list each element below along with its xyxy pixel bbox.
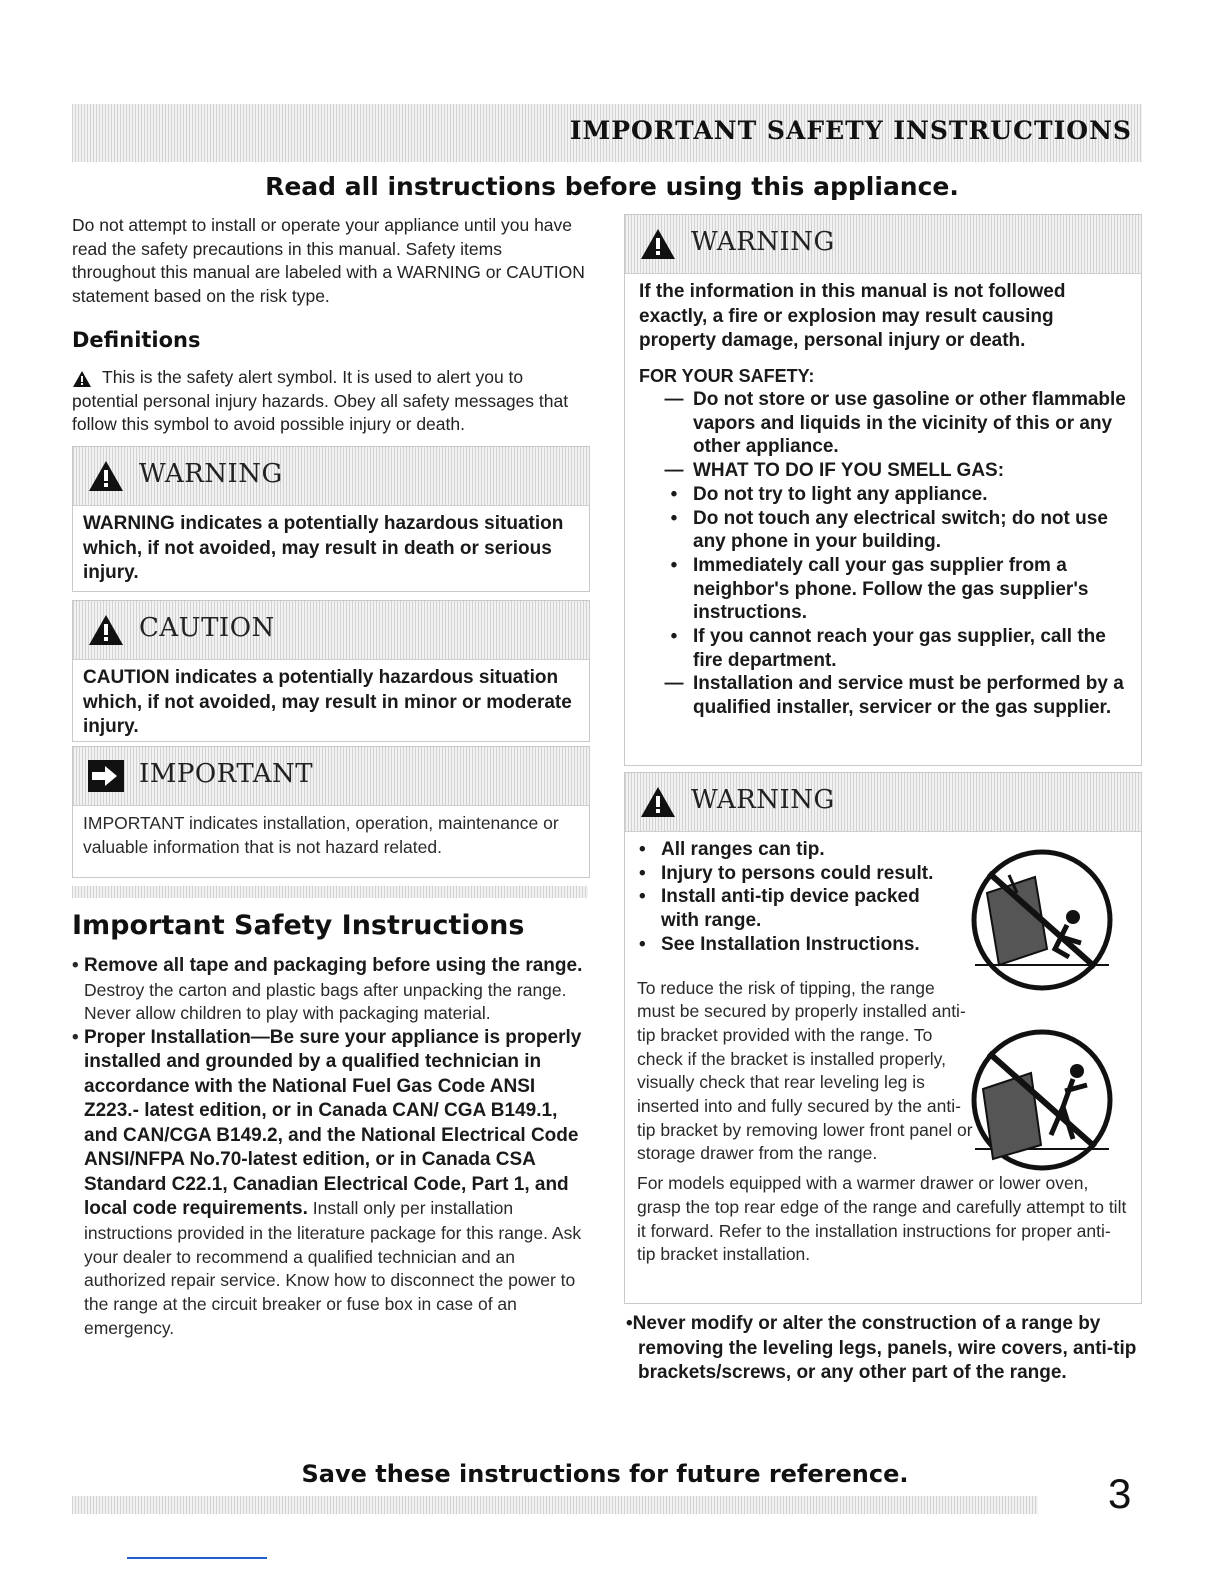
list-item: • Do not try to light any appliance. [670,483,988,505]
range-tipping-pictogram [969,847,1115,993]
list-item: — Installation and service must be performed by a qualified installer, servicer or the gas supplier. [664,673,1124,719]
important-definition-box [72,746,590,878]
warning-definition-header [73,447,589,506]
blue-underline-mark [127,1557,267,1559]
important-definition-header [73,747,589,806]
important-arrow-icon [87,759,125,793]
gas-warning-label: WARNING [691,227,835,257]
page-number: 3 [1108,1470,1132,1517]
isi-bullet: • [72,955,79,976]
list-item: • Injury to persons could result. [639,862,934,884]
tip-warning-list [637,838,957,957]
warning-alert-icon [87,459,125,493]
anti-tip-bracket-pictogram [969,1027,1115,1173]
list-item: — WHAT TO DO IF YOU SMELL GAS: [664,460,1005,482]
isi-item-installation-bold: Proper Installation—Be sure your appliance is properly installed and grounded by a qualified technician in accordance with the National Fuel Gas Code ANSI Z223.- latest edition, or in Canada CAN/ CGA B149.1, and CAN/CGA B149.2, and the National Electrical Code ANSI/NFPA No.70-latest edition, or in Canada CSA Standard C22.1, Canadian Electrical Code, Part 1, and local code requirements. [84,1026,582,1220]
tip-warning-label: WARNING [691,785,835,815]
list-item: • Do not touch any electrical switch; do not use any phone in your building. [670,507,1108,553]
isi-item-installation-text: Install only per installation instructions provided in the literature package for this range. Ask your dealer to recommend a qualified technician and an authorized repair service. Know how to disconnect the power to the range at the circuit breaker or fuse box in case of an emergency. [84,1198,582,1338]
banner-title: IMPORTANT SAFETY INSTRUCTIONS [569,116,1132,145]
tip-warning-box [624,772,1142,1304]
list-item: • All ranges can tip. [639,839,825,860]
page-subtitle: Read all instructions before using this appliance. [265,172,959,201]
isi-bullet: • [72,1026,79,1048]
tip-warning-header [625,773,1141,832]
footer-rule [72,1496,1038,1514]
caution-definition-label: CAUTION [139,613,275,643]
isi-heading: Important Safety Instructions [72,910,525,941]
isi-item-installation [72,1026,588,1341]
list-item: • Immediately call your gas supplier from a neighbor's phone. Follow the gas supplier's instructions. [670,554,1089,624]
left-divider [72,886,588,898]
definitions-alert-text: This is the safety alert symbol. It is used to alert you to potential personal injury hazards. Obey all safety messages that follow this symbol to avoid possible injury or death. [72,367,569,435]
tip-warning-alert-icon [639,785,677,819]
isi-item-tape [72,954,588,1026]
important-definition-label: IMPORTANT [139,759,314,789]
gas-warning-lead: If the information in this manual is not followed exactly, a fire or explosion may result causing property damage, personal injury or death. [639,281,1066,351]
tip-warning-para1: To reduce the risk of tipping, the range must be secured by properly installed anti-tip bracket provided with the range. To check if the bracket is installed properly, visually check that rear leveling leg is inserted into and fully secured by the anti-tip bracket by removing lower front panel or storage drawer from the range. [637,977,973,1164]
safety-alert-icon [72,370,92,388]
caution-definition-header [73,601,589,660]
save-instructions-footer: Save these instructions for future reference. [301,1460,909,1488]
caution-alert-icon [87,613,125,647]
tip-warning-para2: For models equipped with a warmer drawer or lower oven, grasp the top rear edge of the range and carefully attempt to tilt it forward. Refer to the installation instructions for proper anti- tip bracket installation. [637,1173,1127,1265]
never-modify-warning [624,1312,1154,1386]
list-item: — Do not store or use gasoline or other flammable vapors and liquids in the vicinity of this or any other appliance. [664,389,1126,458]
warning-definition-box [72,446,590,592]
alert-symbol-text [72,366,588,437]
never-modify-bullet: • [626,1313,633,1334]
caution-definition-text: CAUTION indicates a potentially hazardous situation which, if not avoided, may result in minor or moderate injury. [83,667,572,737]
important-definition-text: IMPORTANT indicates installation, operation, maintenance or valuable information that is not hazard related. [83,813,559,857]
intro-text: Do not attempt to install or operate your appliance until you have read the safety precautions in this manual. Safety items throughout this manual are labeled with a WARNING or CAUTION statement based on the risk type. [72,215,585,307]
list-item: • See Installation Instructions. [639,933,920,955]
isi-item-tape-text: Destroy the carton and plastic bags after unpacking the range. Never allow children to play with packaging material. [84,979,567,1024]
caution-definition-box [72,600,590,742]
isi-item-tape-bold: Remove all tape and packaging before using the range. [84,955,583,976]
list-item: • If you cannot reach your gas supplier, call the fire department. [670,626,1106,671]
list-item: • Install anti-tip device packed with range. [639,886,920,932]
never-modify-text: Never modify or alter the construction of a range by removing the leveling legs, panels, wire covers, anti-tip brackets/screws, or any other part of the range. [632,1313,1137,1383]
gas-warning-box [624,214,1142,766]
for-your-safety-heading: FOR YOUR SAFETY: [639,365,815,386]
gas-warning-alert-icon [639,227,677,261]
gas-warning-header [625,215,1141,274]
warning-definition-text: WARNING indicates a potentially hazardous situation which, if not avoided, may result in death or serious injury. [83,513,564,583]
definitions-heading: Definitions [72,328,201,352]
top-banner [72,104,1142,162]
warning-definition-label: WARNING [139,459,283,489]
isi-list [72,954,588,1340]
gas-safety-list [639,388,1135,720]
